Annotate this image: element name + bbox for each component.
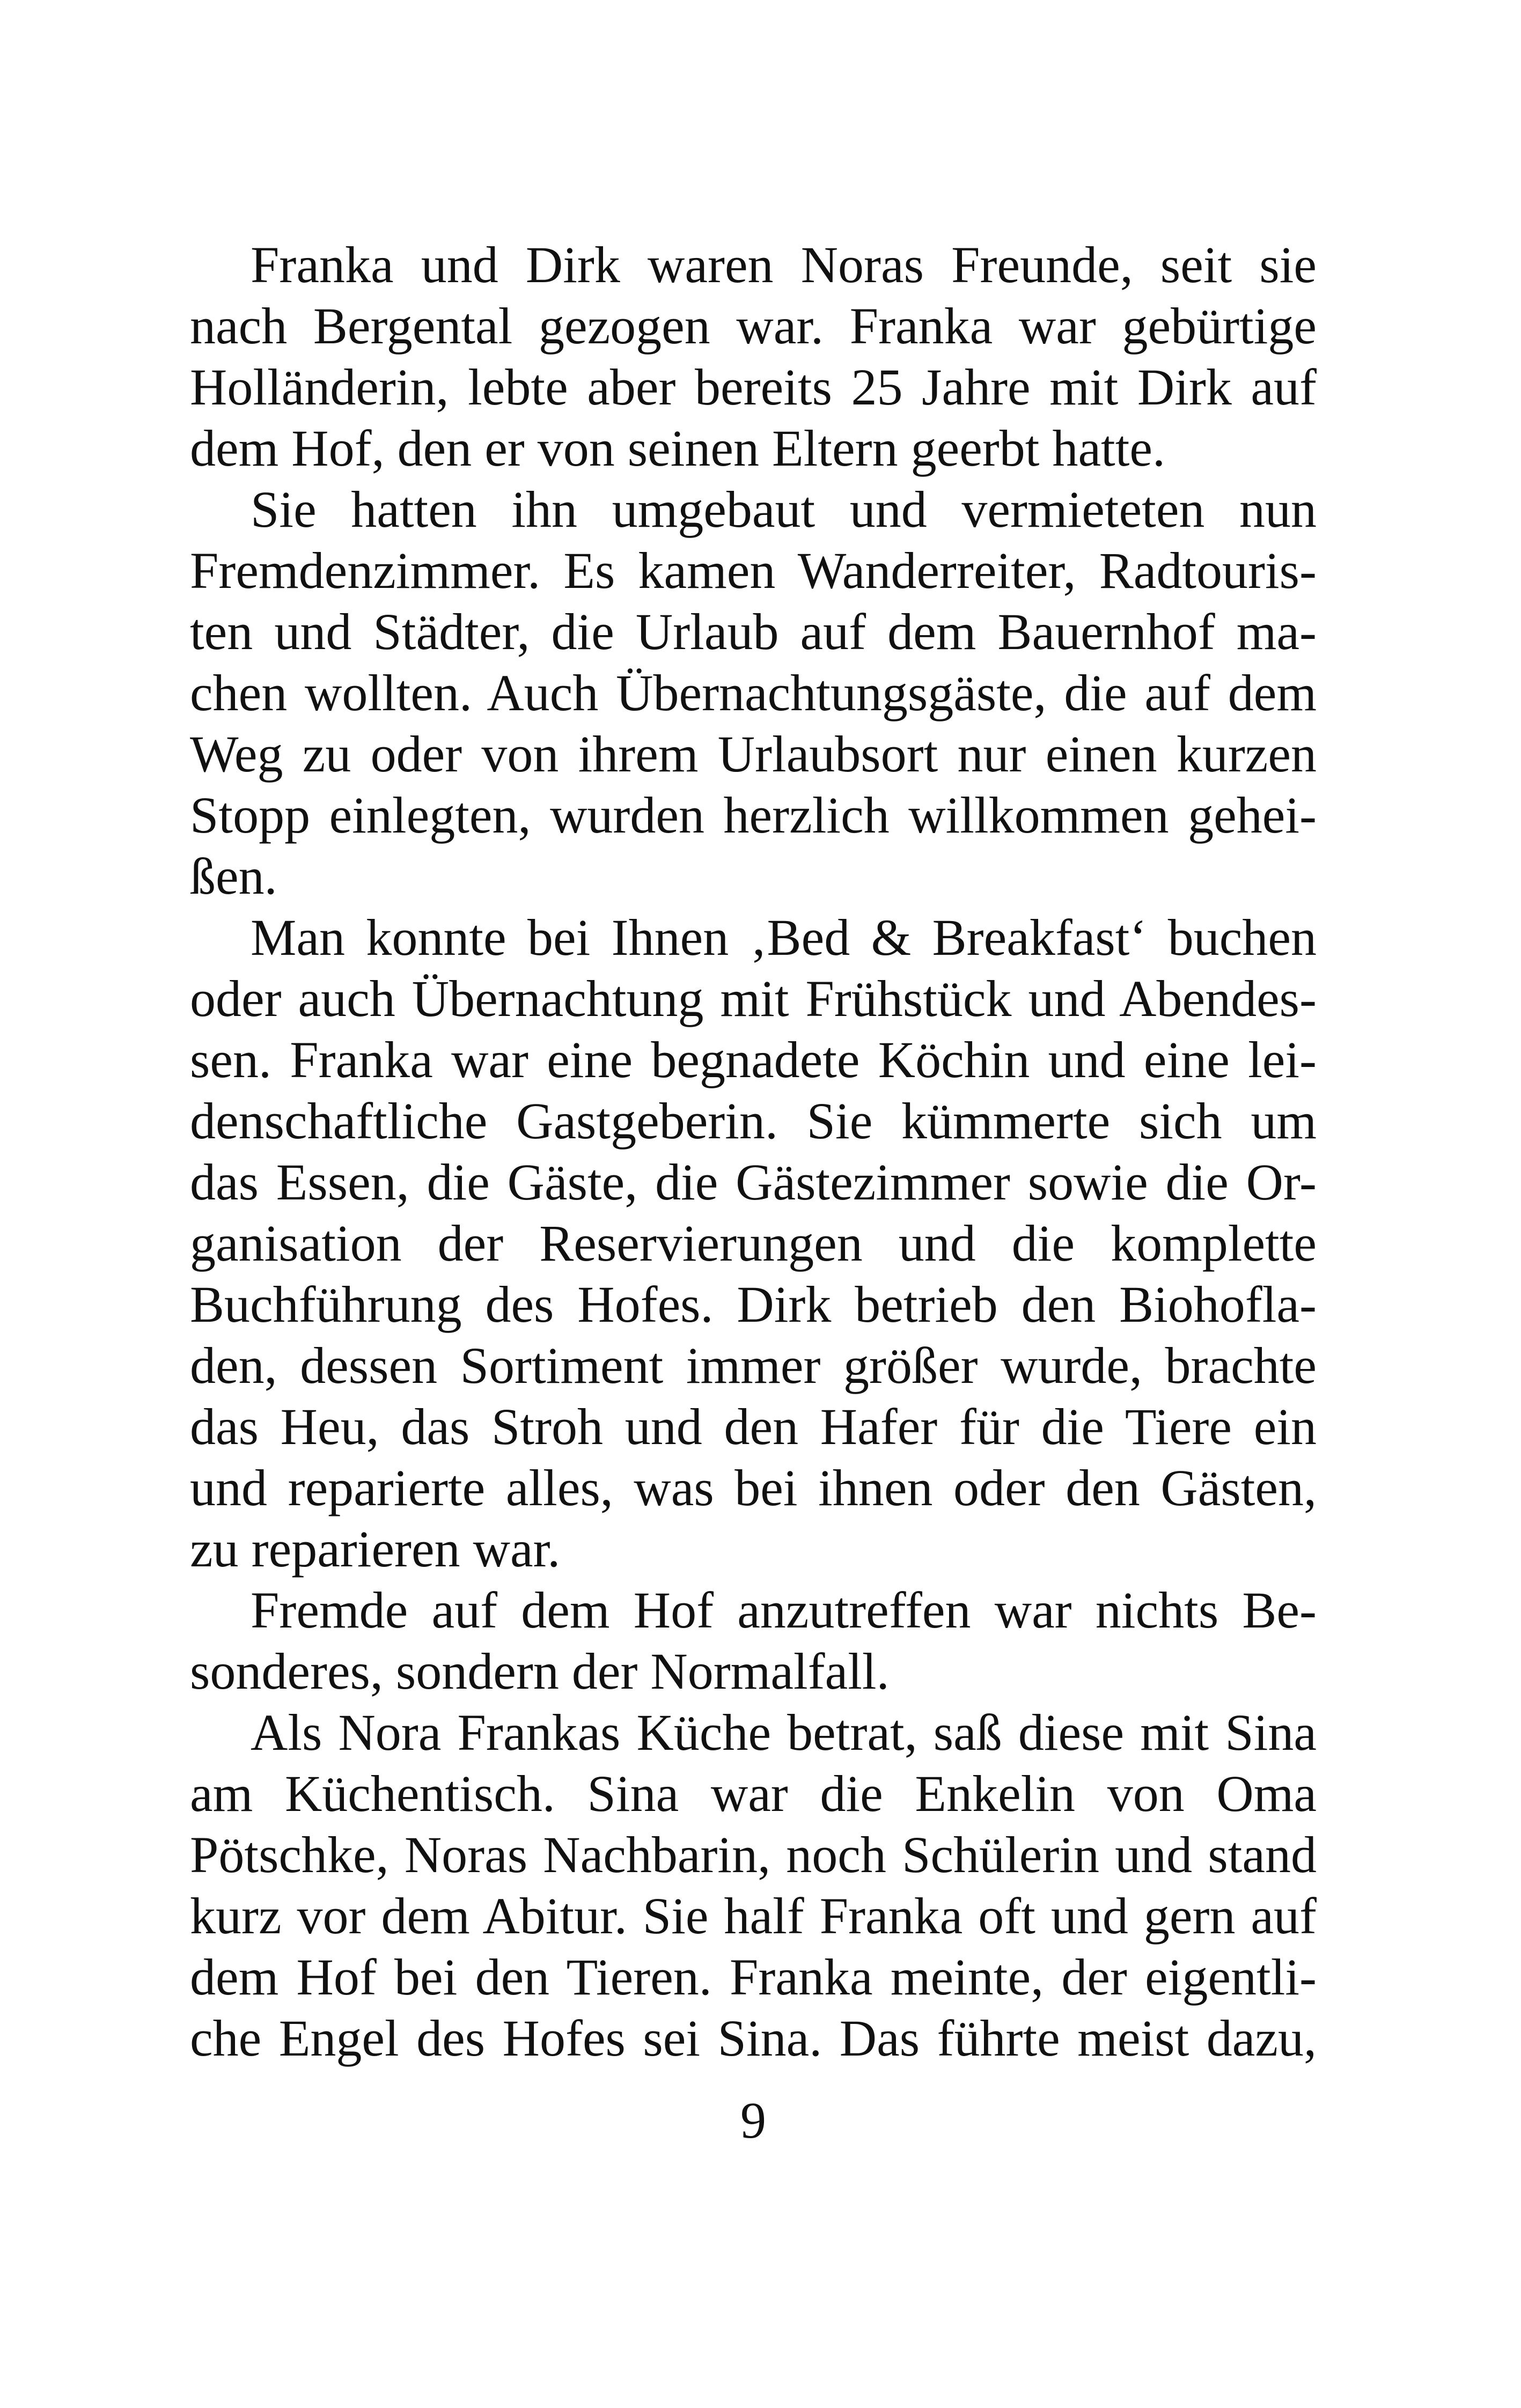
paragraph — [190, 1702, 1317, 2069]
text-line: den, dessen Sortiment immer größer wurde, brachte — [190, 1337, 1317, 1394]
text-line: Als Nora Frankas Küche betrat, saß diese mit Sina — [251, 1704, 1317, 1761]
text-line: sonderes, sondern der Normalfall. — [190, 1643, 890, 1700]
text-line: denschaftliche Gastgeberin. Sie kümmerte sich um — [190, 1092, 1317, 1150]
text-line: che Engel des Hofes sei Sina. Das führte meist dazu, — [190, 2009, 1317, 2067]
body-text — [190, 234, 1317, 2069]
text-line: kurz vor dem Abitur. Sie half Franka oft und gern auf — [190, 1887, 1317, 1945]
text-line: Man konnte bei Ihnen ‚Bed & Breakfast‘ buchen — [251, 909, 1317, 966]
paragraph — [190, 234, 1317, 479]
page-number: 9 — [740, 2092, 766, 2149]
text-line: Pötschke, Noras Nachbarin, noch Schülerin und stand — [190, 1826, 1317, 1883]
text-line: Fremde auf dem Hof anzutreffen war nichts Be- — [251, 1581, 1317, 1639]
text-line: oder auch Übernachtung mit Frühstück und Abendes- — [190, 970, 1317, 1027]
paragraph — [190, 479, 1317, 907]
paragraph — [190, 907, 1317, 1580]
text-line: das Essen, die Gäste, die Gästezimmer sowie die Or- — [190, 1153, 1317, 1211]
text-line: Sie hatten ihn umgebaut und vermieteten nun — [251, 481, 1317, 538]
text-line: zu reparieren war. — [190, 1520, 561, 1578]
text-line: Buchführung des Hofes. Dirk betrieb den Biohofla- — [190, 1276, 1317, 1333]
paragraph — [190, 1580, 1317, 1702]
text-line: ten und Städter, die Urlaub auf dem Bauernhof ma- — [190, 603, 1317, 660]
text-line: Franka und Dirk waren Noras Freunde, seit sie — [251, 236, 1317, 293]
text-line: und reparierte alles, was bei ihnen oder den Gästen, — [190, 1459, 1317, 1516]
text-line: sen. Franka war eine begnadete Köchin und eine lei- — [190, 1031, 1317, 1088]
text-line: Stopp einlegten, wurden herzlich willkommen gehei- — [190, 786, 1317, 844]
text-line: am Küchentisch. Sina war die Enkelin von Oma — [190, 1765, 1317, 1822]
text-line: ganisation der Reservierungen und die komplette — [190, 1214, 1317, 1272]
text-line: ßen. — [190, 848, 277, 905]
text-line: Fremdenzimmer. Es kamen Wanderreiter, Radtouris- — [190, 542, 1317, 599]
text-line: dem Hof, den er von seinen Eltern geerbt hatte. — [190, 419, 1165, 477]
text-line: nach Bergental gezogen war. Franka war gebürtige — [190, 297, 1317, 355]
text-line: das Heu, das Stroh und den Hafer für die Tiere ein — [190, 1398, 1317, 1455]
text-line: chen wollten. Auch Übernachtungsgäste, die auf dem — [190, 664, 1317, 721]
text-line: dem Hof bei den Tieren. Franka meinte, der eigentli- — [190, 1948, 1317, 2006]
text-line: Weg zu oder von ihrem Urlaubsort nur einen kurzen — [190, 725, 1317, 783]
text-line: Holländerin, lebte aber bereits 25 Jahre mit Dirk auf — [190, 358, 1317, 416]
